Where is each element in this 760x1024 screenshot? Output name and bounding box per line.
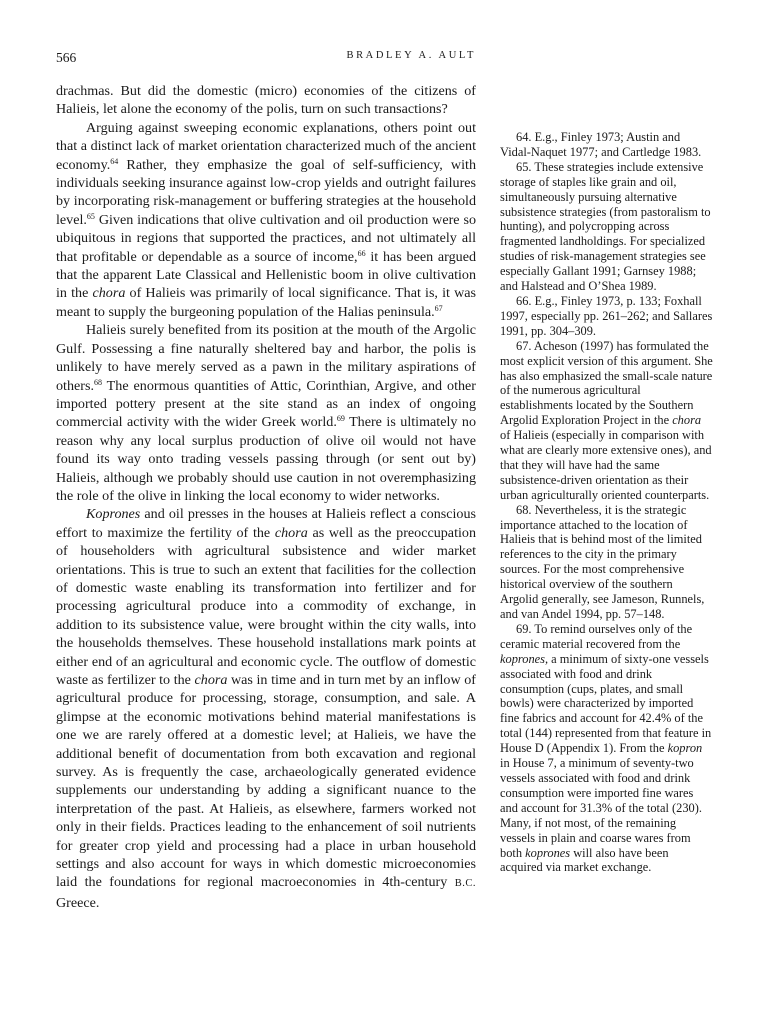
text-run: Arguing against sweeping economic explanations, others point out that a distinct lack of market orientation characterized much of the ancient economy. — [56, 119, 476, 173]
text-run: of Halieis was primarily of local significance. That is, it was meant to supply the burgeoning population of the Halias peninsula. — [56, 285, 476, 320]
text-run: will also have been acquired via market exchange. — [500, 845, 669, 875]
text-run: Greece. — [56, 894, 100, 911]
footnote — [500, 130, 713, 160]
text-run: was in time and in turn met by an inflow of agricultural produce for processing, storage, consumption, and sale. A glimpse at the economic motivations behind material manifestations is one we are rarely offered at a domestic level; at Halieis, we have the additional benefit of documentation from both excavation and regional survey. As is frequently the case, archaeologically generated evidence supplements our understanding by adding a significant nuance to the interpretation of the past. At Halieis, as elsewhere, farmers worked not only in their fields. Practices leading to the enhancement of soil nutrients for greater crop yield and processing had a place in urban household settings and also account for ways in which domestic microeconomies laid the foundations for regional macroeconomies in 4th-century — [56, 672, 476, 891]
page-header — [56, 50, 476, 70]
text-run: 65. These strategies include extensive storage of staples like grain and oil, simultaneously pursuing alternative subsistence strategies (from pastoralism to hunting), and polycropping across fragmented landholdings. For specialized studies of risk-management strategies see especially Gallant 1991; Garnsey 1988; and Halstead and O’Shea 1989. — [500, 159, 711, 294]
italic-term: Koprones — [86, 506, 141, 523]
footnote — [500, 160, 713, 294]
italic-term: chora — [672, 413, 702, 428]
text-run: 66. E.g., Finley 1973, p. 133; Foxhall 1997, especially pp. 261–262; and Sallares 1991, pp. 304–309. — [500, 293, 713, 338]
footnote — [500, 294, 713, 339]
text-run: drachmas. But did the domestic (micro) economies of the citizens of Halieis, let alone the economy of the polis, turn on such transactions? — [56, 83, 476, 118]
text-run: Rather, they emphasize the goal of self-sufficiency, with individuals seeking insurance against low-crop yields and outright failures by incorporating risk-management or buffering strategies at the household level. — [56, 156, 476, 228]
italic-term: chora — [274, 524, 308, 541]
italic-term: chora — [92, 285, 126, 302]
text-run: Halieis surely benefited from its position at the mouth of the Argolic Gulf. Possessing a fine naturally sheltered bay and harbor, the polis is unlikely to have merely served as a pawn in the military aspirations of others. — [56, 322, 476, 394]
italic-term: kopron — [667, 741, 703, 756]
body-paragraph — [56, 82, 476, 119]
italic-term: chora — [194, 672, 228, 688]
footnote-ref: 66 — [357, 248, 366, 258]
text-run: as well as the preoccupation of householders with agricultural subsistence and wider market orientations. This is true to such an extent that facilities for the collection of domestic waste enabling its transformation into fertilizer and for processing agricultural produce into a commodity of exchange, in addition to its subsistence value, were brought within the city walls, into the households themselves. These household installations mark points at either end of an agricultural and economic cycle. The outflow of domestic waste as fertilizer to the — [56, 524, 476, 688]
footnote-ref: 64 — [110, 156, 119, 166]
text-run: Given indications that olive cultivation and oil production were so ubiquitous in regions that supported the practices, and not ultimately all that profitable or dependable as a source of income, — [56, 211, 476, 265]
italic-term: koprones, — [500, 651, 549, 666]
footnote-ref: 68 — [93, 377, 102, 387]
main-text-column — [56, 82, 476, 912]
footnote-ref: 69 — [336, 414, 345, 424]
footnote — [500, 503, 713, 622]
text-run: The enormous quantities of Attic, Corinthian, Argive, and other imported pottery present at the site stand as an index of ongoing commercial activity with the wider Greek world. — [56, 377, 476, 431]
body-paragraph — [56, 505, 476, 912]
running-head-author: BRADLEY A. AULT — [346, 50, 476, 61]
text-run: a minimum of sixty-one vessels associated with food and drink consumption (cups, plates, and small bowls) were characterized by imported fine fabrics and account for 42.4% of the total (144) represented from that feature in House D (Appendix 1). From the — [500, 651, 712, 756]
text-run: 67. Acheson (1997) has formulated the most explicit version of this argument. She has also emphasized the small-scale nature of the numerous agricultural establishments located by the Southern Argolid Exploration Project in the — [500, 338, 713, 428]
text-run: in House 7, a minimum of seventy-two vessels associated with food and drink consumption were imported fine wares and account for 31.3% of the total (230). Many, if not most, of the remaining vessels in plain and coarse wares from both — [500, 756, 702, 860]
text-run: and oil presses in the houses at Halieis reflect a conscious effort to maximize the fertility of the — [56, 506, 476, 541]
text-run: There is ultimately no reason why any local surplus production of olive oil would not have found its way onto trading vessels passing through (or sent out by) Halieis, although we probably should use caution in not overemphasizing the role of the olive in linking the local economy to wider networks. — [56, 414, 476, 504]
footnote — [500, 622, 713, 875]
small-caps-text: B.C. — [454, 878, 476, 890]
text-run: 68. Nevertheless, it is the strategic importance attached to the location of Halieis that is behind most of the limited references to the city in the primary sources. For the most comprehensive historical overview of the southern Argolid generally, see Jameson, Runnels, and van Andel 1994, pp. 57–148. — [500, 502, 705, 621]
page-number: 566 — [56, 50, 77, 65]
footnote-ref: 65 — [86, 211, 95, 221]
body-paragraph — [56, 321, 476, 505]
italic-term: koprones — [525, 845, 571, 860]
footnote — [500, 339, 713, 503]
footnote-ref: 67 — [434, 303, 443, 313]
body-paragraph — [56, 119, 476, 321]
text-run: 69. To remind ourselves only of the ceramic material recovered from the — [500, 621, 693, 651]
footnotes-column — [500, 130, 713, 875]
text-run: 64. E.g., Finley 1973; Austin and Vidal-Naquet 1977; and Cartledge 1983. — [500, 130, 702, 159]
text-run: of Halieis (especially in comparison with what are clearly more extensive ones), and that they will have had the same subsistence-driven orientation as their urban agriculturally oriented counterparts. — [500, 428, 712, 502]
text-run: it has been argued that the apparent Late Classical and Hellenistic boom in olive cultivation in the — [56, 248, 476, 302]
